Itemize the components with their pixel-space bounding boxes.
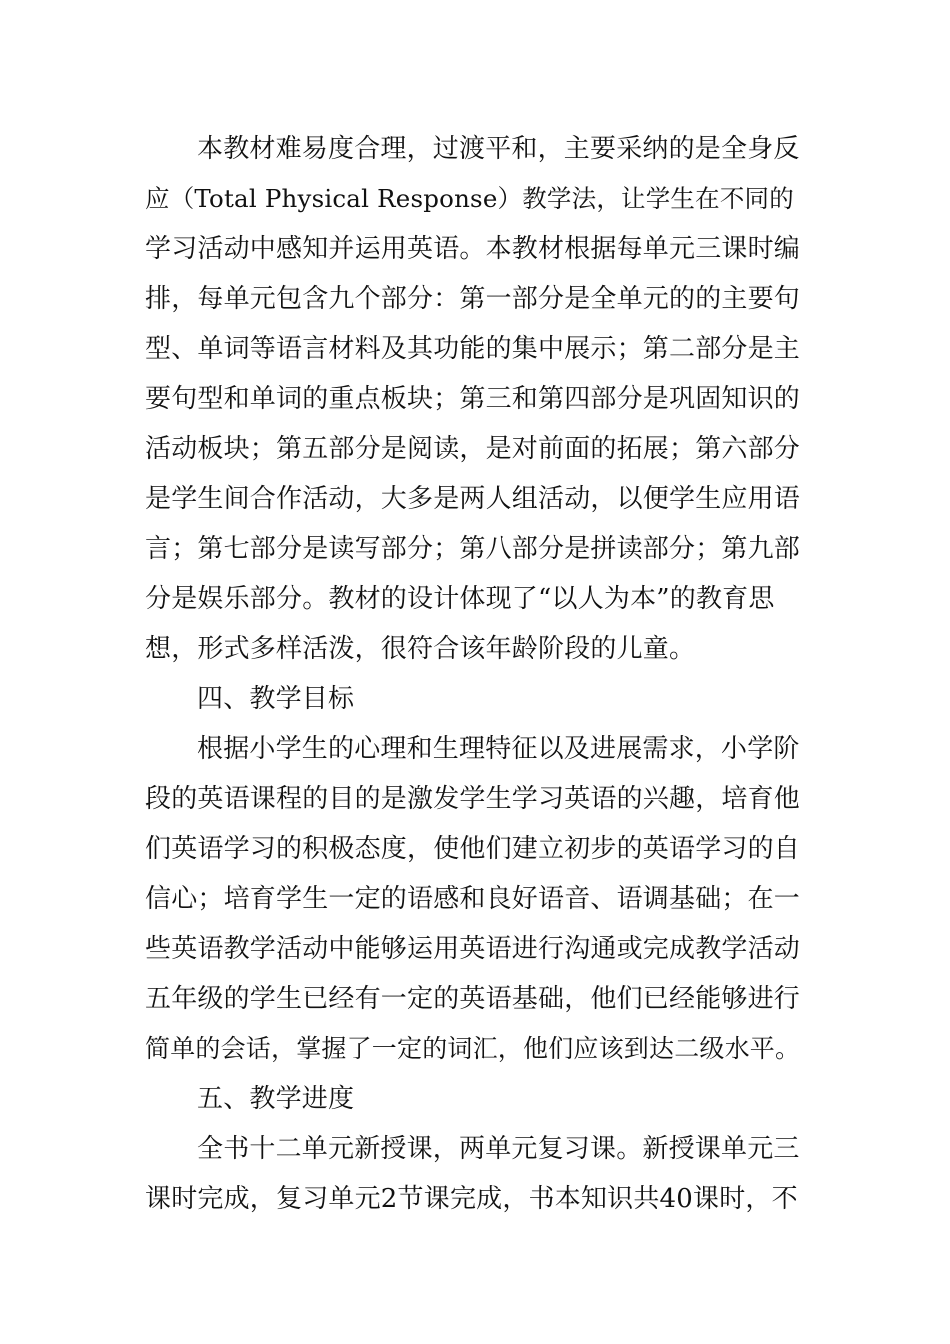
paragraph-line: 排，每单元包含九个部分：第一部分是全单元的的主要句 [145, 284, 801, 314]
paragraph-line: 信心；培育学生一定的语感和良好语音、语调基础；在一 [145, 884, 801, 914]
paragraph-line: 段的英语课程的目的是激发学生学习英语的兴趣，培育他 [145, 784, 801, 814]
paragraph-line: 想，形式多样活泼，很符合该年龄阶段的儿童。 [145, 634, 696, 664]
paragraph-line: 是学生间合作活动，大多是两人组活动，以便学生应用语 [145, 484, 801, 514]
paragraph-line: 言；第七部分是读写部分；第八部分是拼读部分；第九部 [145, 534, 801, 564]
paragraph-line: 要句型和单词的重点板块；第三和第四部分是巩固知识的 [145, 384, 801, 414]
paragraph-line: 分是娱乐部分。教材的设计体现了“以人为本”的教育思 [145, 584, 775, 614]
paragraph-line: 些英语教学活动中能够运用英语进行沟通或完成教学活动 [145, 934, 801, 964]
paragraph-line: 型、单词等语言材料及其功能的集中展示；第二部分是主 [145, 334, 801, 364]
paragraph-line: 应（Total Physical Response）教学法，让学生在不同的 [145, 184, 794, 213]
paragraph-line: 简单的会话，掌握了一定的词汇，他们应该到达二级水平。 [145, 1034, 801, 1063]
paragraph-line: 们英语学习的积极态度，使他们建立初步的英语学习的自 [145, 834, 801, 864]
paragraph-line: 课时完成，复习单元2节课完成，书本知识共40课时，不 [145, 1184, 798, 1214]
paragraph-line: 活动板块；第五部分是阅读，是对前面的拓展；第六部分 [145, 434, 801, 464]
paragraph-line: 五年级的学生已经有一定的英语基础，他们已经能够进行 [145, 984, 801, 1014]
section-heading: 四、教学目标 [197, 684, 355, 714]
section-heading: 五、教学进度 [197, 1084, 355, 1114]
paragraph-line: 根据小学生的心理和生理特征以及进展需求，小学阶 [197, 734, 800, 764]
paragraph-line: 全书十二单元新授课，两单元复习课。新授课单元三 [197, 1134, 800, 1164]
paragraph-line: 学习活动中感知并运用英语。本教材根据每单元三课时编 [145, 234, 801, 264]
paragraph-line: 本教材难易度合理，过渡平和，主要采纳的是全身反 [197, 134, 800, 164]
